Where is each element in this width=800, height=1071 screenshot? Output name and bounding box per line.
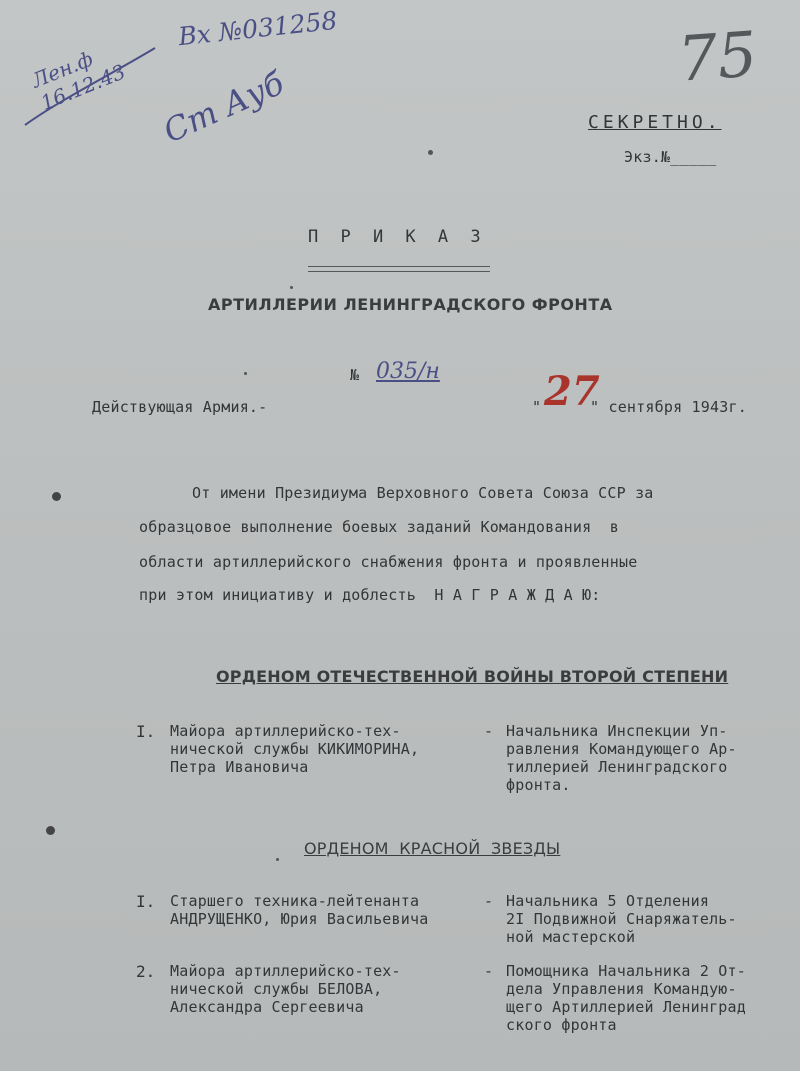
entry-name-line: нической службы КИКИМОРИНА, (170, 740, 420, 758)
entry-position-line: равления Командующего Ар- (506, 740, 737, 758)
issuer-title: АРТИЛЛЕРИИ ЛЕНИНГРАДСКОГО ФРОНТА (208, 295, 613, 314)
punch-hole-mark (52, 492, 61, 501)
section-heading-patriotic-war: ОРДЕНОМ ОТЕЧЕСТВЕННОЙ ВОЙНЫ ВТОРОЙ СТЕПЕНИ (216, 667, 729, 686)
punch-hole-mark (46, 826, 55, 835)
entry-dash: - (484, 892, 494, 910)
entry-name-line: Петра Ивановича (170, 758, 309, 776)
entry-position-line: щего Артиллерией Ленинград (506, 998, 746, 1016)
date-day: 27 (544, 368, 600, 415)
preamble-line-2: образцовое выполнение боевых заданий Командования в (139, 518, 619, 536)
entry-position-line: ной мастерской (506, 928, 636, 946)
classification-stamp: СЕКРЕТНО. (588, 112, 722, 133)
entry-name-line: нической службы БЕЛОВА, (170, 980, 383, 998)
entry-position-line: ского фронта (506, 1016, 617, 1034)
entry-name-line: АНДРУЩЕНКО, Юрия Васильевича (170, 910, 429, 928)
entry-position-line: Помощника Начальника 2 От- (506, 962, 746, 980)
entry-dash: - (484, 962, 494, 980)
copy-number-label: Экз.№_____ (624, 148, 717, 166)
entry-number: I. (136, 892, 156, 911)
entry-name-line: Майора артиллерийско-тех- (170, 962, 401, 980)
paper-speck (428, 150, 433, 155)
paper-speck (244, 372, 247, 375)
entry-position-line: Начальника 5 Отделения (506, 892, 710, 910)
document-type-title: П Р И К А З (308, 227, 487, 247)
entry-number: I. (136, 722, 156, 741)
entry-position-line: тиллерией Ленинградского (506, 758, 728, 776)
entry-position-line: фронта. (506, 776, 571, 794)
handwritten-folio: 75 (675, 17, 760, 96)
handwritten-reg-number: Вх №031258 (176, 5, 339, 52)
location-line: Действующая Армия.- (92, 398, 268, 416)
entry-name-line: Старшего техника-лейтенанта (170, 892, 420, 910)
entry-dash: - (484, 722, 494, 740)
order-number-prefix: № (350, 366, 360, 384)
title-divider-top (308, 266, 490, 267)
section-heading-red-star: ОРДЕНОМ КРАСНОЙ ЗВЕЗДЫ (304, 839, 561, 858)
entry-position-line: дела Управления Командую- (506, 980, 737, 998)
entry-position-line: 2I Подвижной Снаряжатель- (506, 910, 737, 928)
handwritten-resolution: Ст Ауб (157, 63, 290, 151)
entry-number: 2. (136, 962, 156, 981)
order-number-value: 035/н (376, 359, 440, 384)
entry-name-line: Александра Сергеевича (170, 998, 364, 1016)
preamble-line-4: при этом инициативу и доблесть Н А Г Р А Ж Д А Ю: (139, 586, 601, 604)
entry-name-line: Майора артиллерийско-тех- (170, 722, 401, 740)
handwritten-leningrad-date: Лен.ф 16.12.43 (28, 46, 129, 115)
preamble-line-1: От имени Президиума Верховного Совета Союза ССР за (192, 484, 654, 502)
paper-speck (276, 858, 279, 861)
entry-position-line: Начальника Инспекции Уп- (506, 722, 728, 740)
paper-speck (290, 286, 293, 289)
title-divider-bottom (308, 271, 490, 272)
preamble-line-3: области артиллерийского снабжения фронта и проявленные (139, 553, 638, 571)
date-rest: " сентября 1943г. (590, 398, 747, 416)
handwritten-pen-stroke-icon (20, 40, 160, 130)
date-open-quote: " (532, 398, 542, 416)
